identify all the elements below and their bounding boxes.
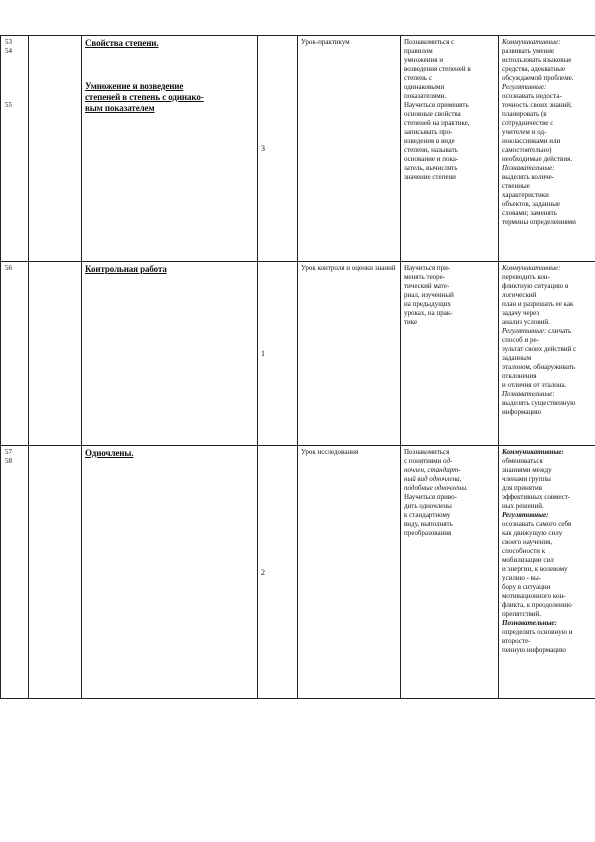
lesson-number: [5, 83, 28, 92]
lesson-number-cell: [1, 262, 29, 446]
uud-line: ных решений.: [502, 502, 544, 510]
uud-line: выделять существенную: [502, 399, 576, 407]
outcome-line: записывать про-: [404, 128, 453, 136]
uud-line: мобилизации сил: [502, 556, 554, 564]
uud-cell: [499, 36, 595, 262]
lesson-number: [5, 56, 28, 65]
outcome-line: Научиться приво-: [404, 493, 457, 501]
lesson-number: 55: [5, 101, 12, 109]
uud-line: Коммуникативные:: [502, 448, 564, 456]
uud-line: переводить кон-: [502, 273, 550, 281]
uud-line: способности к: [502, 547, 546, 555]
uud-line: характеристики: [502, 191, 549, 199]
uud-line: пенную информацию: [502, 646, 566, 654]
uud-line: термины определениями: [502, 218, 576, 226]
uud-line: самостоятельно): [502, 146, 552, 154]
uud-line: точность своих знаний;: [502, 101, 572, 109]
outcome-line: тический мате-: [404, 282, 450, 290]
outcome-line: основание и пока-: [404, 155, 459, 163]
date-cell: [29, 262, 82, 446]
uud-line: информацию: [502, 408, 542, 416]
lesson-number: 57: [5, 448, 12, 456]
uud-line: определять основную и: [502, 628, 573, 636]
uud-line: Регулятивные:: [502, 511, 549, 519]
uud-line: Познавательные:: [502, 164, 555, 172]
lesson-number: 53: [5, 38, 12, 46]
uud-cell: [499, 262, 595, 446]
uud-line: для принятия: [502, 484, 543, 492]
lesson-number: [5, 92, 28, 101]
lesson-number-cell: [1, 36, 29, 262]
hours-cell: 2: [258, 446, 298, 699]
outcome-line: Научиться применять: [404, 101, 469, 109]
outcome-line: показателями.: [404, 92, 447, 100]
uud-line: выделять количе-: [502, 173, 555, 181]
outcomes-cell: [401, 262, 499, 446]
outcome-line: к стандартному: [404, 511, 451, 519]
lesson-type: Урок-практикум: [301, 38, 350, 46]
table-row: [1, 446, 595, 699]
lesson-type: Урок исследования: [301, 448, 359, 456]
uud-line: задачу через: [502, 309, 540, 317]
outcome-line: уроках, на прак-: [404, 309, 453, 317]
uud-line: планировать (в: [502, 110, 547, 118]
outcome-line: виду, выполнять: [404, 520, 453, 528]
lesson-type-cell: [298, 446, 401, 699]
thematic-plan-table: [0, 35, 595, 699]
outcome-line: степень с: [404, 74, 432, 82]
outcome-line: умножения и: [404, 56, 443, 64]
outcome-line: дить одночлены: [404, 502, 452, 510]
lesson-number: [5, 74, 28, 83]
outcome-line: риал, изученный: [404, 291, 454, 299]
uud-line: зультат своих действий с: [502, 345, 577, 353]
topic-spacer: [85, 49, 255, 81]
uud-line: заданным: [502, 354, 532, 362]
lesson-number: 54: [5, 47, 12, 55]
lesson-number: [5, 65, 28, 74]
outcome-line: одинаковыми: [404, 83, 445, 91]
topic-title: Контрольная работа: [85, 264, 167, 274]
uud-line: ственные: [502, 182, 530, 190]
table-body: [1, 36, 595, 699]
uud-line: сотрудничестве с: [502, 119, 554, 127]
uud-line: ноклассниками или: [502, 137, 561, 145]
outcome-line: преобразования: [404, 529, 452, 537]
uud-line: усилию - вы-: [502, 574, 541, 582]
uud-line: Познавательные:: [502, 619, 557, 627]
topic-subtitle: Умножение и возведение: [85, 81, 184, 91]
uud-line: средства, адекватные: [502, 65, 566, 73]
uud-line: знаниями между: [502, 466, 552, 474]
topic-title: Свойства степени.: [85, 38, 159, 48]
uud-line: членами группы: [502, 475, 551, 483]
uud-line: обсуждаемой проблеме.: [502, 74, 574, 82]
topic-title: Одночлены.: [85, 448, 134, 458]
lesson-type: Урок контроля и оценки знаний: [301, 264, 396, 272]
uud-line: развивать умение: [502, 47, 555, 55]
lesson-number: 58: [5, 457, 12, 465]
outcome-line: с понятиями од-: [404, 457, 453, 465]
uud-cell: [499, 446, 595, 699]
uud-line: и отличия от эталона.: [502, 381, 567, 389]
uud-line: отклонения: [502, 372, 537, 380]
uud-line: фликтную ситуацию в: [502, 282, 569, 290]
uud-line: бору в ситуации: [502, 583, 551, 591]
uud-line: Регулятивные: сличать: [502, 327, 572, 335]
outcome-line: Познакомиться: [404, 448, 450, 456]
outcome-line: основные свойства: [404, 110, 461, 118]
uud-line: анализ условий.: [502, 318, 550, 326]
date-cell: [29, 446, 82, 699]
outcome-line: изведения в виде: [404, 137, 455, 145]
topic-cell: [82, 36, 258, 262]
table-row: [1, 262, 595, 446]
outcome-line: менять теоре-: [404, 273, 446, 281]
outcomes-cell: [401, 446, 499, 699]
uud-line: объектов, заданные: [502, 200, 561, 208]
topic-cell: [82, 262, 258, 446]
outcome-line: Познакомиться с: [404, 38, 455, 46]
outcome-line: подобные одночлены.: [404, 484, 468, 492]
hours-cell: 3: [258, 36, 298, 262]
outcome-line: степени, называть: [404, 146, 458, 154]
outcomes-cell: [401, 36, 499, 262]
uud-line: учителем и од-: [502, 128, 547, 136]
outcome-line: степеней на практике,: [404, 119, 470, 127]
uud-line: Коммуникативные:: [502, 264, 561, 272]
uud-line: способ и ре-: [502, 336, 539, 344]
table-row: [1, 36, 595, 262]
outcome-line: ный вид одночлена,: [404, 475, 462, 483]
outcome-line: тике: [404, 318, 418, 326]
uud-line: своего научения,: [502, 538, 553, 546]
topic-subtitle: вым показателем: [85, 103, 155, 113]
uud-line: использовать языковые: [502, 56, 572, 64]
uud-line: логический: [502, 291, 537, 299]
uud-line: фликта, к преодолению: [502, 601, 572, 609]
uud-line: мотивационного кон-: [502, 592, 566, 600]
uud-line: Регулятивные:: [502, 83, 547, 91]
topic-cell: [82, 446, 258, 699]
uud-line: эффективных совмест-: [502, 493, 571, 501]
outcome-line: значение степени: [404, 173, 456, 181]
uud-line: как движущую силу: [502, 529, 563, 537]
uud-line: обмениваться: [502, 457, 543, 465]
lesson-number: 56: [5, 264, 12, 272]
date-cell: [29, 36, 82, 262]
outcome-line: Научиться при-: [404, 264, 451, 272]
lesson-number-cell: [1, 446, 29, 699]
uud-line: словами; заменять: [502, 209, 557, 217]
lesson-type-cell: [298, 36, 401, 262]
uud-line: препятствий.: [502, 610, 542, 618]
outcome-line: правилом: [404, 47, 433, 55]
uud-line: осознавать недоста-: [502, 92, 562, 100]
uud-line: Коммуникативные:: [502, 38, 561, 46]
uud-line: необходимые действия.: [502, 155, 573, 163]
uud-line: второсте-: [502, 637, 531, 645]
uud-line: Познавательные:: [502, 390, 555, 398]
uud-line: план и разрешать ее как: [502, 300, 574, 308]
uud-line: эталоном, обнаруживать: [502, 363, 576, 371]
outcome-line: затель, вычислять: [404, 164, 458, 172]
outcome-line: ночлен, стандарт-: [404, 466, 461, 474]
outcome-line: возведения степеней в: [404, 65, 471, 73]
uud-line: и энергии, к волевому: [502, 565, 568, 573]
lesson-type-cell: [298, 262, 401, 446]
outcome-line: на предыдущих: [404, 300, 451, 308]
uud-line: осознавать самого себя: [502, 520, 572, 528]
topic-subtitle: степеней в степень с одинако-: [85, 92, 204, 102]
hours-cell: 1: [258, 262, 298, 446]
